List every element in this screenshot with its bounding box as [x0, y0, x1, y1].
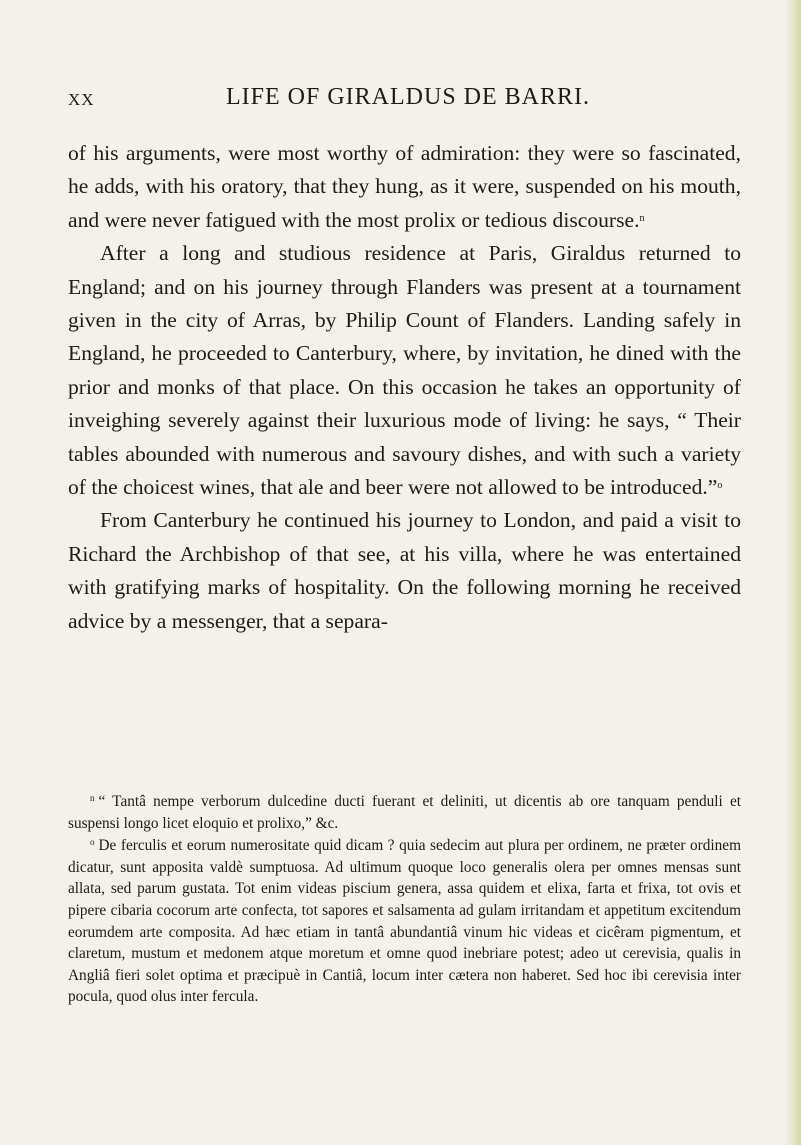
paragraph-2 — [68, 237, 741, 504]
paragraph-1-text: of his arguments, were most worthy of admiration: they were so fascinated, he adds, with his oratory, that they hung, as it were, suspended on his mouth, and were never fatigued with the most prolix or tedious discourse. — [68, 141, 741, 232]
footnote-n — [68, 791, 741, 834]
footnote-o — [68, 835, 741, 1008]
paragraph-1 — [68, 137, 741, 237]
footnotes — [68, 791, 741, 1009]
footnote-ref-o: o — [717, 480, 723, 492]
paragraph-3-text: From Canterbury he continued his journey to London, and paid a visit to Richard the Archbishop of that see, at his villa, where he was entertained with gratifying marks of hospitality. On the following morning he received advice by a messenger, that a separa- — [68, 508, 741, 633]
running-title: LIFE OF GIRALDUS DE BARRI. — [225, 84, 590, 110]
page-edge-tint — [785, 0, 801, 1145]
page-header — [68, 84, 740, 114]
footnote-ref-n: n — [639, 212, 645, 224]
paragraph-2-text: After a long and studious residence at Paris, Giraldus returned to England; and on his journey through Flanders was present at a tournament given in the city of Arras, by Philip Count of Flanders. Landing safely in England, he proceeded to Canterbury, where, by invitation, he dined with the prior and monks of that place. On this occasion he takes an opportunity of inveighing severely against their luxurious mode of living: he says, “ Their tables abounded with numerous and savoury dishes, and with such a variety of the choicest wines, that ale and beer were not allowed to be introduced.” — [68, 241, 741, 500]
footnote-n-text: “ Tantâ nempe verborum dulcedine ducti fuerant et deliniti, ut dicentis ab ore tanquam penduli et suspensi longo licet eloquio et prolixo,” &c. — [68, 793, 741, 832]
main-text — [68, 137, 741, 638]
footnote-o-text: De ferculis et eorum numerositate quid dicam ? quia sedecim aut plura per ordinem, ne præter ordinem dicatur, sunt apposita valdè sumptuosa. Ad ultimum quoque loco generalis olera per omnes mensas sunt allata, sed parum gustata. Tot enim videas piscium genera, assa quidem et elixa, farta et frixa, tot ovis et pipere cibaria cocorum arte confecta, tot sapores et salsamenta ad gulam irritandam et appetitum excitendum eorumdem arte composita. Ad hæc etiam in tantâ abundantiâ vinum hic videas et cicêram pigmentum, et claretum, mustum et medonem atque moretum et omne quod inebriare potest; adeo ut cerevisia, qualis in Angliâ fieri solet optima et præcipuè in Cantiâ, locum inter cætera non haberet. Sed hoc ibi cerevisia inter pocula, quod olus inter fercula. — [68, 837, 741, 1006]
footnote-n-mark: n — [90, 792, 95, 803]
footnote-o-mark: o — [90, 836, 95, 847]
page-number: XX — [68, 90, 95, 109]
paragraph-3 — [68, 504, 741, 638]
